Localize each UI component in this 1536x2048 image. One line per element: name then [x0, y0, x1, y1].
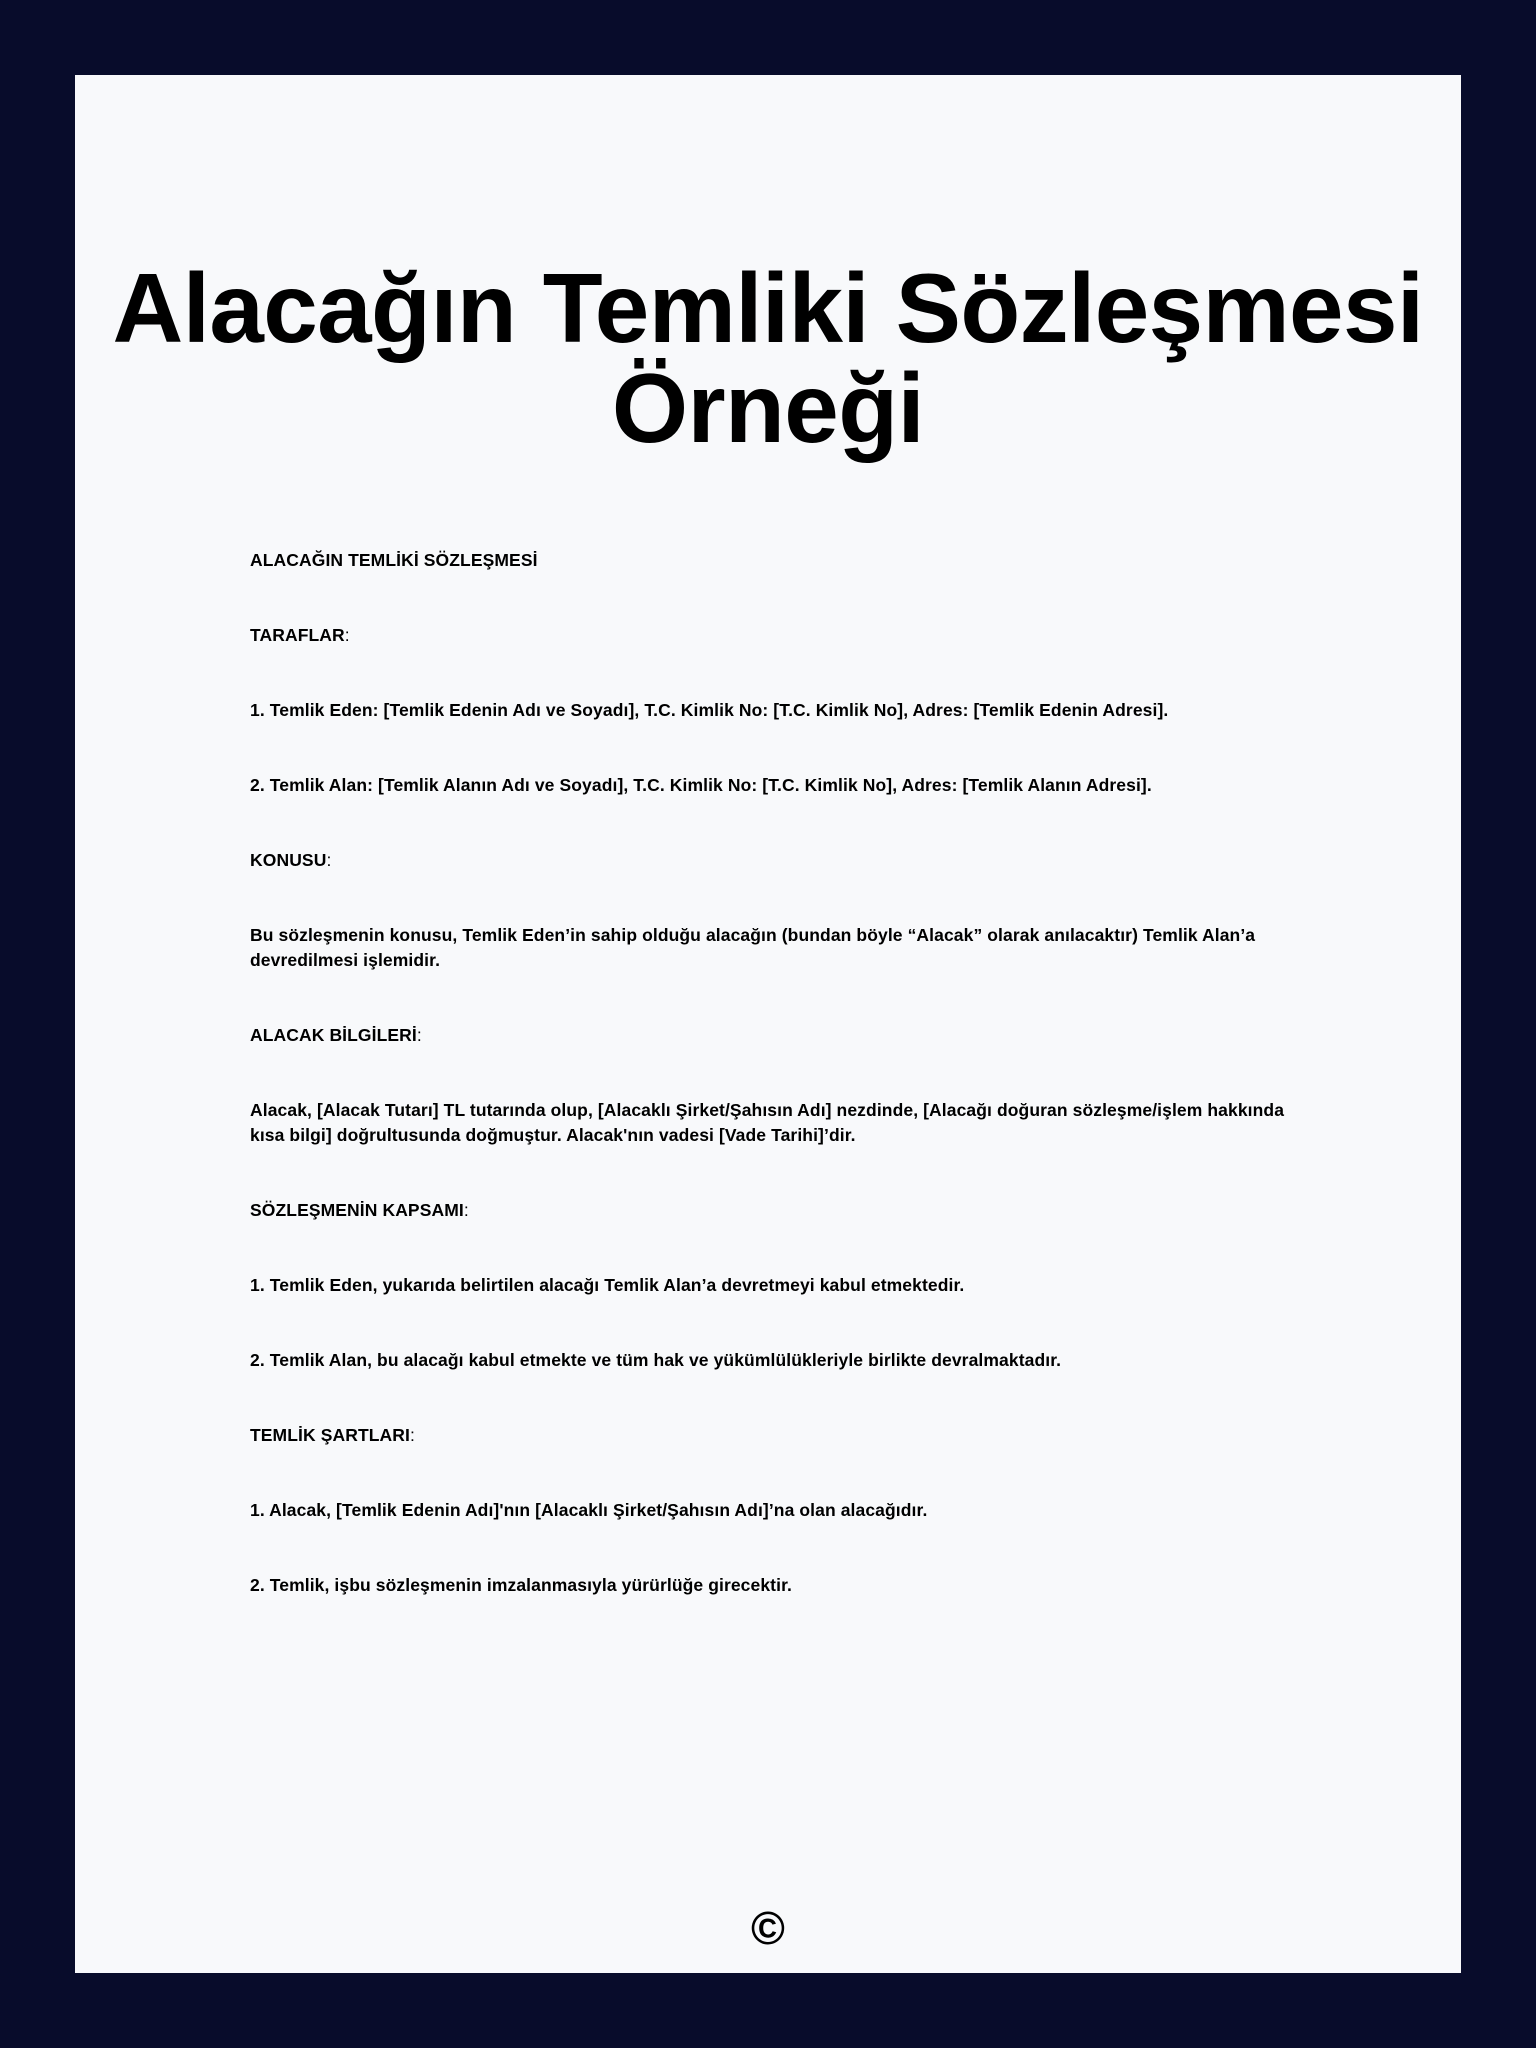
section-heading-parties [250, 623, 1290, 648]
scope-item-1: 1. Temlik Eden, yukarıda belirtilen alacağı Temlik Alan’a devretmeyi kabul etmektedir. [250, 1275, 965, 1295]
copyright-icon: © [751, 1902, 785, 1954]
section-heading-scope [250, 1198, 1290, 1223]
terms-item-2: 2. Temlik, işbu sözleşmenin imzalanmasıyla yürürlüğe girecektir. [250, 1575, 792, 1595]
contract-heading: ALACAĞIN TEMLİKİ SÖZLEŞMESİ [250, 550, 538, 570]
title-line-1: Alacağın Temliki Sözleşmesi [112, 253, 1424, 363]
heading-colon: : [416, 1025, 422, 1045]
scope-item-2: 2. Temlik Alan, bu alacağı kabul etmekte ve tüm hak ve yükümlülükleriyle birlikte devralmaktadır. [250, 1350, 1062, 1370]
heading-colon: : [344, 625, 350, 645]
heading-text: ALACAK BİLGİLERİ [250, 1025, 417, 1045]
document-body [250, 548, 1290, 1648]
section-heading-receivable-info [250, 1023, 1290, 1048]
subject-paragraph: Bu sözleşmenin konusu, Temlik Eden’in sahip olduğu alacağın (bundan böyle “Alacak” olarak anılacaktır) Temlik Alan’a devredilmesi işlemidir. [250, 925, 1256, 970]
heading-colon: : [409, 1425, 415, 1445]
heading-text: KONUSU [250, 850, 327, 870]
document-title [45, 253, 1491, 463]
party-item-assignor: 1. Temlik Eden: [Temlik Edenin Adı ve Soyadı], T.C. Kimlik No: [T.C. Kimlik No], Adres: [Temlik Edenin Adresi]. [250, 700, 1169, 720]
receivable-info-paragraph: Alacak, [Alacak Tutarı] TL tutarında olup, [Alacaklı Şirket/Şahısın Adı] nezdinde, [Alacağı doğuran sözleşme/işlem hakkında kısa bilgi] doğrultusunda doğmuştur. Alacak'nın vadesi [Vade Tarihi]’dir. [250, 1100, 1285, 1145]
heading-colon: : [326, 850, 332, 870]
title-line-2: Örneği [611, 353, 925, 463]
section-heading-subject [250, 848, 1290, 873]
heading-text: SÖZLEŞMENİN KAPSAMI [250, 1200, 464, 1220]
heading-text: TARAFLAR [250, 625, 345, 645]
document-page [75, 75, 1461, 1973]
section-heading-terms [250, 1423, 1290, 1448]
heading-text: TEMLİK ŞARTLARI [250, 1425, 410, 1445]
heading-colon: : [463, 1200, 469, 1220]
party-item-assignee: 2. Temlik Alan: [Temlik Alanın Adı ve Soyadı], T.C. Kimlik No: [T.C. Kimlik No], Adres: [Temlik Alanın Adresi]. [250, 775, 1152, 795]
terms-item-1: 1. Alacak, [Temlik Edenin Adı]'nın [Alacaklı Şirket/Şahısın Adı]’na olan alacağıdır. [250, 1500, 928, 1520]
